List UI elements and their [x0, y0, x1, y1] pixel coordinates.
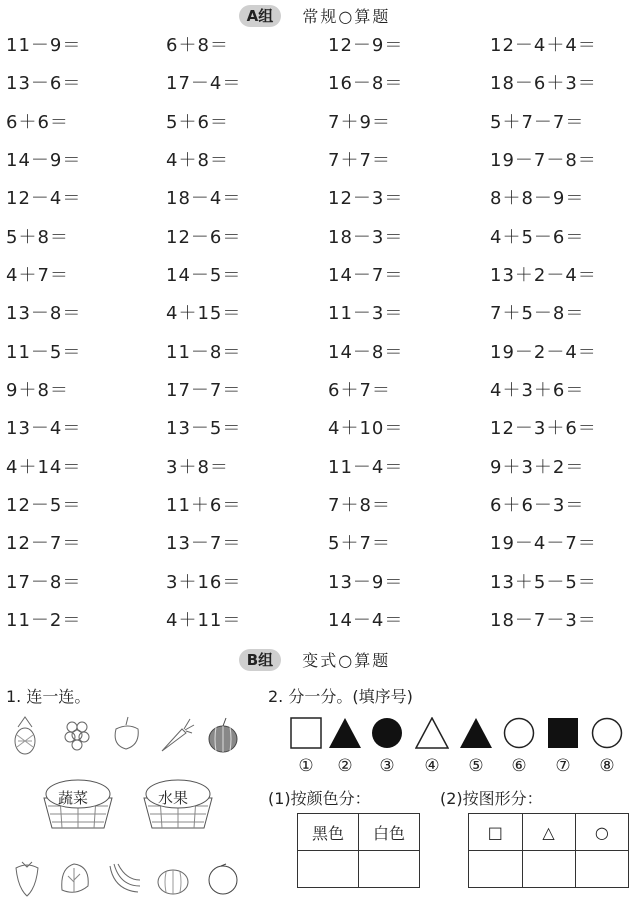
math-problem: 14－9＝ [6, 149, 82, 171]
sub-question-2-label: (2)按图形分： [440, 789, 543, 808]
math-problem: 11－8＝ [166, 341, 242, 363]
math-problem: 13＋5－5＝ [490, 571, 597, 593]
math-problem: 13－6＝ [6, 73, 82, 95]
math-problem: 7＋8＝ [328, 494, 391, 516]
problem-column-3 [328, 36, 403, 649]
math-problem: 13－8＝ [6, 303, 82, 325]
shape-sort-table [468, 813, 629, 888]
shape-number: ⑥ [511, 756, 527, 776]
strawberry-icon [10, 858, 44, 898]
math-problem: 17－4＝ [166, 73, 242, 95]
problem-column-2 [166, 36, 241, 649]
square-white-icon [290, 717, 322, 749]
section-b-title: 变式○算题 [302, 651, 391, 670]
math-problem: 12－4＝ [6, 188, 82, 210]
math-problem: 14－4＝ [328, 609, 404, 631]
math-problem: 18－7－3＝ [490, 609, 597, 631]
math-problem: 12－4＋4＝ [490, 35, 597, 56]
math-problem: 12－6＝ [166, 226, 242, 248]
math-problem: 13＋2－4＝ [490, 264, 597, 286]
triangle-black-icon [459, 717, 493, 749]
pumpkin-icon [154, 858, 192, 898]
math-problem: 6＋6＝ [6, 111, 69, 133]
table-header-white: 白色 [359, 814, 420, 851]
table-header-circle: ○ [575, 814, 628, 851]
table-header-triangle: △ [522, 814, 575, 851]
math-problem: 4＋10＝ [328, 418, 404, 440]
answer-cell[interactable] [298, 851, 359, 888]
shape-number: ⑤ [468, 756, 484, 776]
banana-icon [104, 858, 142, 898]
math-problem: 7＋9＝ [328, 111, 391, 133]
triangle-black-icon [328, 717, 362, 749]
math-problem: 14－8＝ [328, 341, 404, 363]
grapes-icon [60, 715, 96, 755]
answer-cell[interactable] [469, 851, 523, 888]
math-problem: 17－7＝ [166, 379, 242, 401]
cabbage-icon [56, 858, 94, 898]
section-a-title: 常规○算题 [302, 7, 391, 26]
math-problem: 12－7＝ [6, 533, 82, 555]
orange-icon [204, 858, 242, 898]
question-2-title: 2. 分一分。(填序号) [268, 687, 413, 706]
math-problem: 7＋5－8＝ [490, 303, 585, 325]
math-problem: 19－2－4＝ [490, 341, 597, 363]
math-problem: 11－3＝ [328, 303, 404, 325]
math-problem: 4＋14＝ [6, 456, 82, 478]
math-problem: 4＋7＝ [6, 264, 69, 286]
math-problem: 7＋7＝ [328, 149, 391, 171]
shape-number: ⑦ [555, 756, 571, 776]
math-problem: 4＋11＝ [166, 609, 242, 631]
math-problem: 18－6＋3＝ [490, 73, 597, 95]
math-problem: 5＋7＝ [328, 533, 391, 555]
circle-white-icon [591, 717, 623, 749]
math-problem: 9＋3＋2＝ [490, 456, 585, 478]
answer-cell[interactable] [359, 851, 420, 888]
math-problem: 13－4＝ [6, 418, 82, 440]
math-problem: 12－3＋6＝ [490, 418, 597, 440]
math-problem: 12－9＝ [328, 35, 404, 56]
math-problem: 4＋15＝ [166, 303, 242, 325]
math-problem: 3＋16＝ [166, 571, 242, 593]
vegetable-basket-label: 蔬菜 [58, 789, 89, 807]
math-problem: 11－9＝ [6, 35, 82, 56]
math-problem: 9＋8＝ [6, 379, 69, 401]
math-problem: 6＋8＝ [166, 35, 229, 56]
math-problem: 18－3＝ [328, 226, 404, 248]
answer-cell[interactable] [522, 851, 575, 888]
math-problem: 19－4－7＝ [490, 533, 597, 555]
section-a-badge: A组 [239, 5, 282, 27]
math-problem: 5＋6＝ [166, 111, 229, 133]
square-black-icon [547, 717, 579, 749]
problem-column-1 [6, 36, 81, 649]
math-problem: 16－8＝ [328, 73, 404, 95]
math-problem: 11－4＝ [328, 456, 404, 478]
math-problem: 19－7－8＝ [490, 149, 597, 171]
math-problem: 4＋8＝ [166, 149, 229, 171]
math-problem: 18－4＝ [166, 188, 242, 210]
math-problem: 11－2＝ [6, 609, 82, 631]
math-problem: 14－5＝ [166, 264, 242, 286]
answer-cell[interactable] [575, 851, 628, 888]
math-problem: 4＋3＋6＝ [490, 379, 585, 401]
math-problem: 17－8＝ [6, 571, 82, 593]
math-problem: 11－5＝ [6, 341, 82, 363]
problem-column-4 [490, 36, 597, 649]
pepper-icon [108, 715, 146, 755]
shape-number: ④ [424, 756, 440, 776]
circle-black-icon [371, 717, 403, 749]
math-problem: 4＋5－6＝ [490, 226, 585, 248]
math-problem: 12－3＝ [328, 188, 404, 210]
math-problem: 13－9＝ [328, 571, 404, 593]
math-problem: 5＋7－7＝ [490, 111, 585, 133]
shape-number: ② [337, 756, 353, 776]
question-1-title: 1. 连一连。 [6, 687, 91, 706]
table-header-square: □ [469, 814, 523, 851]
math-problem: 5＋8＝ [6, 226, 69, 248]
circle-white-icon [503, 717, 535, 749]
pineapple-icon [8, 715, 42, 755]
fruit-basket-label: 水果 [158, 789, 189, 807]
shape-number: ③ [379, 756, 395, 776]
math-problem: 11＋6＝ [166, 494, 242, 516]
section-b-header [0, 648, 629, 672]
color-sort-table [297, 813, 420, 888]
triangle-white-icon [415, 717, 449, 749]
math-problem: 12－5＝ [6, 494, 82, 516]
watermelon-icon [204, 715, 242, 755]
math-problem: 8＋8－9＝ [490, 188, 585, 210]
carrot-icon [156, 715, 196, 755]
math-problem: 3＋8＝ [166, 456, 229, 478]
table-header-black: 黑色 [298, 814, 359, 851]
math-problem: 6＋6－3＝ [490, 494, 585, 516]
math-problem: 14－7＝ [328, 264, 404, 286]
math-problem: 13－7＝ [166, 533, 242, 555]
shape-number: ① [298, 756, 314, 776]
shape-number: ⑧ [599, 756, 615, 776]
section-a-header [0, 4, 629, 28]
section-b-badge: B组 [239, 649, 281, 671]
math-problem: 6＋7＝ [328, 379, 391, 401]
math-problem: 13－5＝ [166, 418, 242, 440]
sub-question-1-label: (1)按颜色分： [268, 789, 371, 808]
